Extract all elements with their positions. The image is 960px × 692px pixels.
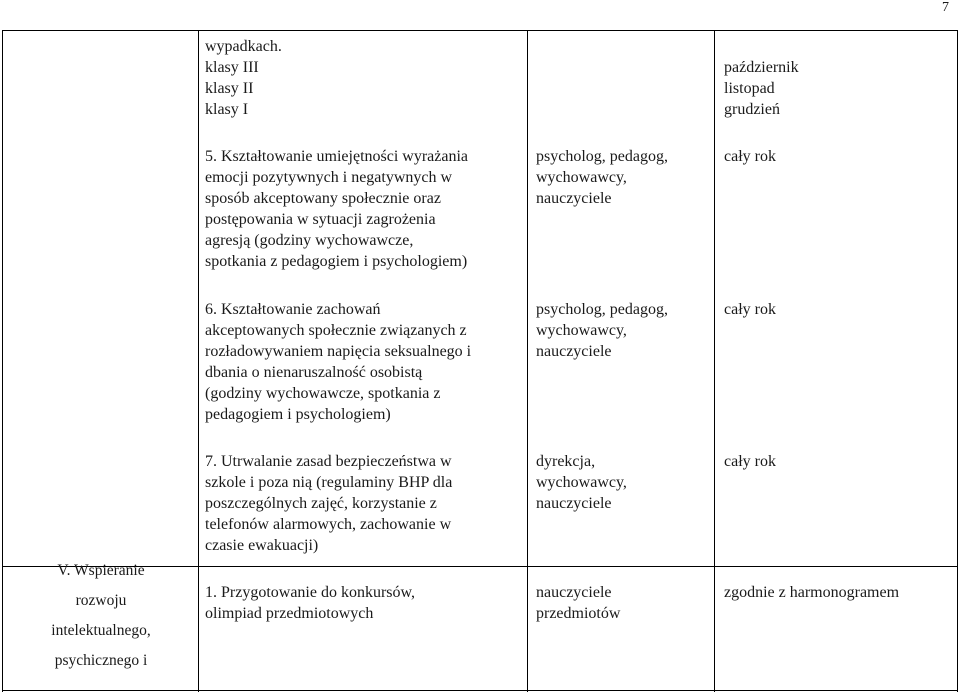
responsible-line: wychowawcy,: [536, 474, 627, 491]
activity-line: rozładowywaniem napięcia seksualnego i: [205, 343, 472, 360]
timing-cell-1: [724, 36, 799, 120]
responsible-line: nauczyciele: [536, 495, 612, 512]
activity-cell-1: [205, 36, 282, 120]
responsible-line: psycholog, pedagog,: [536, 148, 668, 165]
timing-cell-4: [724, 451, 776, 472]
activity-cell-3: [205, 299, 471, 425]
timing-line: październik: [724, 59, 799, 76]
table-border-bottom: [2, 690, 958, 691]
timing-line: zgodnie z harmonogramem: [724, 584, 900, 601]
timing-cell-2: [724, 146, 776, 167]
activity-line: klasy III: [205, 59, 259, 76]
responsible-line: wychowawcy,: [536, 322, 627, 339]
column-divider-3: [714, 30, 715, 692]
activity-line: telefonów alarmowych, zachowanie w: [205, 516, 452, 533]
activity-line: 7. Utrwalanie zasad bezpieczeństwa w: [205, 453, 452, 470]
activity-line: klasy II: [205, 80, 254, 97]
activity-line: szkole i poza nią (regulaminy BHP dla: [205, 474, 453, 491]
page-number: 7: [942, 0, 949, 15]
activity-line: 5. Kształtowanie umiejętności wyrażania: [205, 148, 469, 165]
section-line: rozwoju: [75, 592, 127, 609]
section-line: intelektualnego,: [51, 622, 151, 639]
activity-cell-2: [205, 146, 468, 272]
activity-line: postępowania w sytuacji zagrożenia: [205, 211, 436, 228]
activity-line: spotkania z pedagogiem i psychologiem): [205, 253, 468, 270]
section-line: psychicznego i: [54, 652, 148, 669]
responsible-cell-5: [536, 582, 620, 624]
responsible-cell-2: [536, 146, 668, 209]
activity-line: wypadkach.: [205, 38, 282, 55]
section-heading: [2, 556, 200, 676]
activity-line: sposób akceptowany społecznie oraz: [205, 190, 441, 207]
activity-cell-4: [205, 451, 452, 556]
section-line: V. Wspieranie: [57, 562, 145, 579]
timing-line: grudzień: [724, 101, 780, 118]
activity-line: (godziny wychowawcze, spotkania z: [205, 385, 441, 402]
activity-line: emocji pozytywnych i negatywnych w: [205, 169, 453, 186]
responsible-cell-3: [536, 299, 668, 362]
timing-line: listopad: [724, 80, 775, 97]
activity-line: 1. Przygotowanie do konkursów,: [205, 584, 416, 601]
activity-line: czasie ewakuacji): [205, 537, 319, 554]
activity-line: olimpiad przedmiotowych: [205, 605, 374, 622]
activity-line: klasy I: [205, 101, 249, 118]
responsible-line: nauczyciele: [536, 190, 612, 207]
activity-line: agresją (godziny wychowawcze,: [205, 232, 414, 249]
timing-cell-3: [724, 299, 776, 320]
responsible-line: dyrekcja,: [536, 453, 596, 470]
timing-line: cały rok: [724, 453, 776, 470]
responsible-line: nauczyciele: [536, 584, 612, 601]
responsible-line: wychowawcy,: [536, 169, 627, 186]
timing-line: cały rok: [724, 301, 776, 318]
responsible-cell-4: [536, 451, 627, 514]
timing-line: cały rok: [724, 148, 776, 165]
responsible-line: psycholog, pedagog,: [536, 301, 668, 318]
activity-line: pedagogiem i psychologiem): [205, 406, 391, 423]
activity-cell-5: [205, 582, 415, 624]
column-divider-2: [527, 30, 528, 692]
table-border-top: [2, 30, 958, 31]
activity-line: akceptowanych społecznie związanych z: [205, 322, 467, 339]
responsible-line: nauczyciele: [536, 343, 612, 360]
activity-line: dbania o nienaruszalność osobistą: [205, 364, 423, 381]
timing-line: [724, 36, 799, 57]
activity-line: poszczególnych zajęć, korzystanie z: [205, 495, 437, 512]
responsible-line: przedmiotów: [536, 605, 621, 622]
table-border-right: [957, 30, 958, 692]
activity-line: 6. Kształtowanie zachowań: [205, 301, 381, 318]
timing-cell-5: [724, 582, 899, 603]
